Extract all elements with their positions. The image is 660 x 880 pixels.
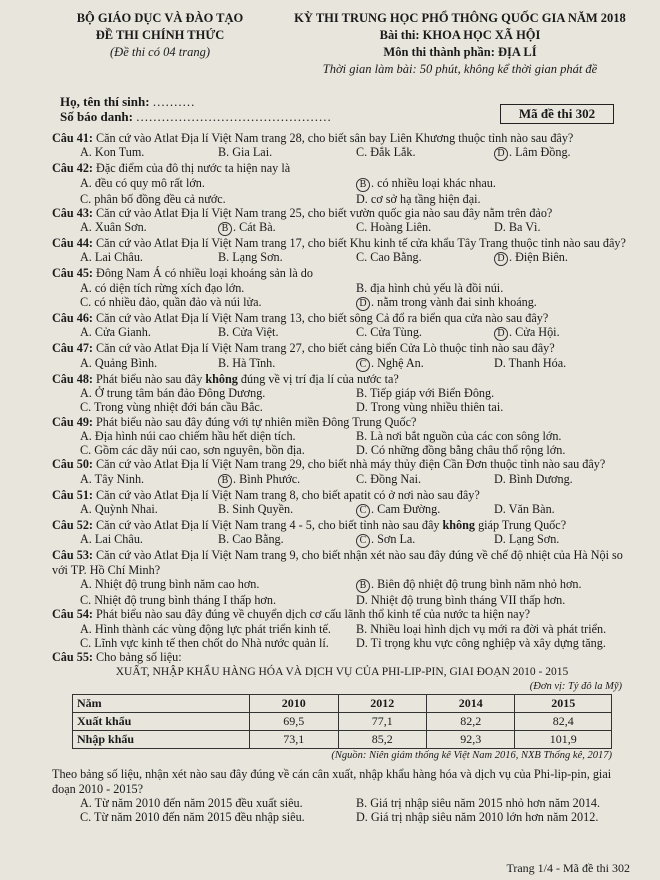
- answer-option-label: D. Văn Bàn.: [494, 502, 555, 517]
- answer-option[interactable]: [356, 443, 632, 457]
- question-block: [52, 607, 632, 650]
- selected-answer-circle: D: [494, 327, 508, 341]
- answer-option-label: B. Giá trị nhập siêu năm 2015 nhỏ hơn năm 2014.: [356, 795, 601, 810]
- answer-option-label: A. Xuân Sơn.: [80, 220, 147, 235]
- table-year-header: 2012: [338, 695, 426, 713]
- answer-option[interactable]: [356, 577, 632, 593]
- answer-option-label: D. Giá trị nhập siêu năm 2010 lớn hơn năm 2012.: [356, 810, 599, 825]
- answer-option[interactable]: [218, 250, 356, 266]
- question-stem: Căn cứ vào Atlat Địa lí Việt Nam trang 25, cho biết vườn quốc gia nào sau đây nằm trên đảo?: [96, 205, 553, 220]
- question-text: [52, 650, 632, 664]
- answer-option-label: C. Cửa Tùng.: [356, 325, 422, 340]
- question-text: [52, 457, 632, 471]
- answer-option[interactable]: [218, 220, 356, 236]
- answer-option[interactable]: [494, 250, 632, 266]
- answer-options: [52, 325, 632, 341]
- question-text: [52, 488, 632, 502]
- question-text: [52, 266, 632, 280]
- answer-option[interactable]: [356, 145, 494, 161]
- question-number: Câu 52:: [52, 518, 93, 533]
- question-block: [52, 341, 632, 371]
- answer-option-label: . Lâm Đồng.: [509, 145, 571, 160]
- answer-option-label: . nằm trong vành đai sinh khoáng.: [371, 295, 537, 310]
- answer-option[interactable]: [80, 281, 356, 295]
- answer-option[interactable]: [356, 325, 494, 341]
- answer-option-label: . Bình Phước.: [233, 471, 301, 486]
- question-text: [52, 341, 632, 355]
- answer-option-label: C. Từ năm 2010 đến năm 2015 đều nhập siêu.: [80, 810, 305, 825]
- table-row: [73, 731, 612, 749]
- answer-option[interactable]: [80, 192, 356, 206]
- question-stem-emphasis: không: [442, 518, 476, 533]
- question-stem: giáp Trung Quốc?: [475, 518, 567, 533]
- answer-options: [52, 577, 632, 607]
- table-cell: 69,5: [250, 713, 338, 731]
- answer-option[interactable]: [218, 325, 356, 341]
- table-title: XUẤT, NHẬP KHẨU HÀNG HÓA VÀ DỊCH VỤ CỦA PHI-LIP-PIN, GIAI ĐOẠN 2010 - 2015: [115, 666, 569, 679]
- page-footer: Trang 1/4 - Mã đề thi 302: [506, 861, 630, 875]
- answer-options: [52, 220, 632, 236]
- answer-option-label: D. Có những đồng bằng châu thổ rộng lớn.: [356, 443, 566, 458]
- answer-option[interactable]: [80, 810, 356, 824]
- question-stem: đúng về vị trí địa lí của nước ta?: [237, 371, 399, 386]
- answer-option[interactable]: [80, 636, 356, 650]
- question-number: Câu 53:: [52, 548, 93, 563]
- answer-option-label: D. Lạng Sơn.: [494, 532, 560, 547]
- answer-option[interactable]: [356, 593, 632, 607]
- answer-options: [52, 356, 632, 372]
- question-stem: Căn cứ vào Atlat Địa lí Việt Nam trang 8, cho biết apatit có ở nơi nào sau đây?: [96, 487, 480, 502]
- questions-area: [52, 131, 632, 825]
- question-block: [52, 548, 632, 607]
- exam-component: Môn thi thành phần: ĐỊA LÍ: [383, 45, 537, 59]
- answer-options: [52, 622, 632, 651]
- answer-option-label: B. Hà Tĩnh.: [218, 355, 276, 370]
- answer-option[interactable]: [356, 796, 632, 810]
- table-year-header: 2010: [250, 695, 338, 713]
- answer-option-label: B. Lạng Sơn.: [218, 250, 283, 265]
- question-number: Câu 51:: [52, 487, 93, 502]
- answer-option[interactable]: [80, 176, 356, 192]
- answer-option-label: A. Địa hình núi cao chiếm hầu hết diện tích.: [80, 428, 296, 443]
- answer-option[interactable]: [356, 429, 632, 443]
- answer-option-label: A. Hình thành các vùng động lực phát triển kinh tế.: [80, 621, 331, 636]
- answer-options: [52, 145, 632, 161]
- answer-option[interactable]: [356, 295, 632, 311]
- answer-options: [52, 532, 632, 548]
- question-number: Câu 43:: [52, 205, 93, 220]
- student-info: [60, 94, 332, 124]
- question-number: Câu 42:: [52, 161, 93, 176]
- answer-option-label: D. Ba Vì.: [494, 220, 541, 235]
- selected-answer-circle: C: [356, 504, 370, 518]
- question-stem: Căn cứ vào Atlat Địa lí Việt Nam trang 29, cho biết nhà máy thủy điện Cần Đơn thuộc tỉnh nào sau đây?: [96, 457, 606, 472]
- answer-option-label: . có nhiều loại khác nhau.: [371, 175, 496, 190]
- answer-option[interactable]: [80, 593, 356, 607]
- question-block: [52, 488, 632, 518]
- question-stem: Phát biểu nào sau đây đúng về chuyển dịch cơ cấu lãnh thổ kinh tế của nước ta hiện nay?: [96, 607, 531, 622]
- id-label: Số báo danh:: [60, 109, 133, 124]
- question-stem: Đặc điểm của đô thị nước ta hiện nay là: [96, 161, 291, 176]
- answer-option[interactable]: [80, 796, 356, 810]
- question-number: Câu 48:: [52, 371, 93, 386]
- answer-option[interactable]: [80, 145, 218, 161]
- answer-option-label: D. cơ sở hạ tầng hiện đại.: [356, 191, 481, 206]
- selected-answer-circle: D: [356, 297, 370, 311]
- question-stem: Căn cứ vào Atlat Địa lí Việt Nam trang 17, cho biết Khu kinh tế cửa khẩu Tây Trang thuộc tỉnh nào sau đây?: [96, 236, 626, 251]
- answer-option[interactable]: [356, 400, 632, 414]
- question-text: [52, 607, 632, 621]
- answer-option-label: A. có diện tích rừng xích đạo lớn.: [80, 280, 245, 295]
- question-block: [52, 372, 632, 415]
- page-count-note: (Đề thi có 04 trang): [110, 45, 210, 59]
- answer-option-label: . Sơn La.: [371, 532, 416, 547]
- question-stem: Phát biểu nào sau đây: [96, 371, 206, 386]
- answer-option-label: A. Tây Ninh.: [80, 471, 145, 486]
- selected-answer-circle: B: [356, 178, 370, 192]
- question-stem: Cho bảng số liệu:: [96, 650, 182, 665]
- answer-option[interactable]: [218, 532, 356, 548]
- answer-option[interactable]: [80, 577, 356, 593]
- answer-option[interactable]: [80, 502, 218, 518]
- answer-option-label: B. Nhiều loại hình dịch vụ mới ra đời và phát triển.: [356, 621, 607, 636]
- question-stem-emphasis: không: [205, 371, 238, 386]
- answer-option-label: . Cát Bà.: [233, 220, 276, 235]
- question-number: Câu 47:: [52, 341, 93, 356]
- answer-option[interactable]: [218, 502, 356, 518]
- question-stem: Đông Nam Á có nhiều loại khoáng sản là do: [96, 266, 313, 281]
- table-source: (Nguồn: Niên giám thống kê Việt Nam 2016, NXB Thống kê, 2017): [331, 750, 612, 762]
- table-row-label: Nhập khẩu: [73, 731, 250, 749]
- table-cell: 92,3: [427, 731, 515, 749]
- answer-option-label: A. Ở trung tâm bán đảo Đông Dương.: [80, 385, 266, 400]
- selected-answer-circle: D: [494, 147, 508, 161]
- answer-options: [52, 429, 632, 458]
- exam-duration: Thời gian làm bài: 50 phút, không kể thời gian phát đề: [322, 62, 598, 76]
- answer-option-label: C. Cao Bằng.: [356, 250, 422, 265]
- answer-option[interactable]: [494, 220, 632, 236]
- question-block: [52, 236, 632, 266]
- answer-option-label: D. Bình Dương.: [494, 471, 573, 486]
- exam-title: KỲ THI TRUNG HỌC PHỔ THÔNG QUỐC GIA NĂM 2018: [294, 11, 626, 25]
- table-year-header: 2015: [515, 695, 612, 713]
- question-stem: Căn cứ vào Atlat Địa lí Việt Nam trang 13, cho biết sông Cả đổ ra biển qua cửa nào sau đây?: [96, 311, 549, 326]
- exam-code-box: Mã đề thi 302: [500, 104, 614, 124]
- answer-option-label: B. Cửa Việt.: [218, 325, 279, 340]
- table-cell: 82,4: [515, 713, 612, 731]
- answer-option-label: B. Là nơi bắt nguồn của các con sông lớn.: [356, 428, 562, 443]
- answer-option[interactable]: [356, 636, 632, 650]
- answer-option[interactable]: [80, 250, 218, 266]
- answer-option[interactable]: [494, 532, 632, 548]
- question-text: [52, 236, 632, 250]
- question-text: [52, 131, 632, 145]
- question-stem: Phát biểu nào sau đây đúng với tự nhiên miền Đông Trung Quốc?: [96, 414, 417, 429]
- answer-option[interactable]: [218, 356, 356, 372]
- answer-option-label: C. Hoàng Liên.: [356, 220, 432, 235]
- answer-option-label: A. Từ năm 2010 đến năm 2015 đều xuất siêu.: [80, 795, 303, 810]
- answer-option[interactable]: [218, 472, 356, 488]
- answer-option-label: C. Lĩnh vực kinh tế then chốt do Nhà nước quản lí.: [80, 635, 329, 650]
- answer-option-label: . Điện Biên.: [509, 250, 568, 265]
- answer-option-label: A. Lai Châu.: [80, 250, 143, 265]
- exam-subject: Bài thi: KHOA HỌC XÃ HỘI: [379, 28, 541, 42]
- table-col-header: Năm: [73, 695, 250, 713]
- selected-answer-circle: B: [218, 474, 232, 488]
- table-row-label: Xuất khẩu: [73, 713, 250, 731]
- name-label: Họ, tên thí sinh:: [60, 94, 150, 109]
- question-stem: Theo bảng số liệu, nhận xét nào sau đây đúng về cán cân xuất, nhập khẩu hàng hóa và dịch vụ của Phi-lip-pin, giai đoạn 2010 - 2015?: [52, 767, 612, 796]
- answer-option-label: B. Sinh Quyền.: [218, 502, 294, 517]
- answer-option-label: D. Thanh Hóa.: [494, 355, 567, 370]
- answer-option[interactable]: [356, 502, 494, 518]
- answer-option[interactable]: [494, 356, 632, 372]
- answer-option-label: D. Tỉ trọng khu vực công nghiệp và xây dựng tăng.: [356, 635, 606, 650]
- answer-option[interactable]: [356, 281, 632, 295]
- question-block: [52, 161, 632, 206]
- question-block: [52, 131, 632, 161]
- table-unit: (Đơn vị: Tỷ đô la Mỹ): [529, 680, 622, 692]
- question-number: Câu 41:: [52, 131, 93, 145]
- answer-option[interactable]: [80, 325, 218, 341]
- answer-option-label: B. địa hình chủ yếu là đồi núi.: [356, 280, 504, 295]
- table-cell: 73,1: [250, 731, 338, 749]
- question-block: [52, 266, 632, 311]
- answer-option[interactable]: [356, 176, 632, 192]
- answer-option[interactable]: [356, 250, 494, 266]
- answer-option-label: B. Cao Bằng.: [218, 532, 284, 547]
- question-stem: Căn cứ vào Atlat Địa lí Việt Nam trang 9, cho biết nhận xét nào sau đây đúng về chế độ nhiệt của Hà Nội so với TP. Hồ Chí Minh?: [52, 548, 623, 577]
- question-text: [52, 311, 632, 325]
- table-header-row: [73, 695, 612, 713]
- table-cell: 77,1: [338, 713, 426, 731]
- answer-option-label: C. Nhiệt độ trung bình tháng I thấp hơn.: [80, 592, 277, 607]
- answer-option-label: C. có nhiều đảo, quần đảo và núi lửa.: [80, 295, 262, 310]
- answer-option-label: A. Kon Tum.: [80, 145, 145, 160]
- answer-option-label: . Cam Đường.: [371, 502, 441, 517]
- table-row: [73, 713, 612, 731]
- answer-option-label: A. Lai Châu.: [80, 532, 143, 547]
- data-table: [72, 694, 612, 749]
- answer-option-label: . Cửa Hội.: [509, 325, 560, 340]
- question-number: Câu 55:: [52, 650, 93, 665]
- ministry-name: BỘ GIÁO DỤC VÀ ĐÀO TẠO: [76, 11, 244, 25]
- question-text: [52, 415, 632, 429]
- question-stem: Căn cứ vào Atlat Địa lí Việt Nam trang 28, cho biết sân bay Liên Khương thuộc tỉnh nào sau đây?: [96, 131, 574, 145]
- answer-option-label: C. Trong vùng nhiệt đới bán cầu Bắc.: [80, 400, 263, 415]
- answer-option[interactable]: [80, 443, 356, 457]
- answer-option-label: . Nghệ An.: [371, 355, 424, 370]
- question-number: Câu 44:: [52, 236, 93, 251]
- question-block: [52, 206, 632, 236]
- answer-option[interactable]: [494, 145, 632, 161]
- answer-option[interactable]: [80, 400, 356, 414]
- name-field[interactable]: ..........: [152, 94, 196, 109]
- selected-answer-circle: C: [356, 358, 370, 372]
- answer-option-label: B. Tiếp giáp với Biển Đông.: [356, 385, 495, 400]
- answer-option[interactable]: [218, 145, 356, 161]
- question-text: [52, 767, 632, 796]
- answer-options: [52, 281, 632, 311]
- question-text: [52, 518, 632, 532]
- answer-option-label: . Biên độ nhiệt độ trung bình năm nhỏ hơn.: [371, 576, 582, 591]
- answer-options: [52, 386, 632, 415]
- question-block: [52, 650, 632, 824]
- question-block: [52, 415, 632, 458]
- answer-option[interactable]: [80, 356, 218, 372]
- answer-option-label: C. Gồm các dãy núi cao, sơn nguyên, bồn địa.: [80, 443, 305, 458]
- answer-option[interactable]: [356, 810, 632, 824]
- question-number: Câu 54:: [52, 607, 93, 622]
- header-left: [60, 10, 260, 61]
- question-stem: Căn cứ vào Atlat Địa lí Việt Nam trang 27, cho biết cảng biển Cửa Lò thuộc tỉnh nào sau đây?: [96, 341, 555, 356]
- question-text: [52, 161, 632, 175]
- question-number: Câu 49:: [52, 414, 93, 429]
- answer-option[interactable]: [494, 325, 632, 341]
- answer-option-label: A. Nhiệt độ trung bình năm cao hơn.: [80, 576, 260, 591]
- answer-option[interactable]: [356, 386, 632, 400]
- answer-option[interactable]: [80, 386, 356, 400]
- answer-options: [52, 796, 632, 825]
- answer-option-label: A. đều có quy mô rất lớn.: [80, 175, 205, 190]
- answer-option-label: A. Cửa Gianh.: [80, 325, 151, 340]
- answer-option-label: C. Đắk Lắk.: [356, 145, 416, 160]
- answer-option[interactable]: [80, 295, 356, 311]
- answer-option[interactable]: [80, 622, 356, 636]
- selected-answer-circle: B: [356, 579, 370, 593]
- answer-option-label: A. Quảng Bình.: [80, 355, 158, 370]
- answer-options: [52, 502, 632, 518]
- answer-option-label: C. Đồng Nai.: [356, 471, 421, 486]
- answer-option[interactable]: [356, 192, 632, 206]
- answer-option[interactable]: [80, 429, 356, 443]
- answer-option-label: D. Nhiệt độ trung bình tháng VII thấp hơn.: [356, 592, 566, 607]
- question-block: [52, 457, 632, 487]
- selected-answer-circle: D: [494, 252, 508, 266]
- selected-answer-circle: C: [356, 534, 370, 548]
- answer-option[interactable]: [356, 472, 494, 488]
- table-cell: 101,9: [515, 731, 612, 749]
- table-cell: 82,2: [427, 713, 515, 731]
- answer-option-label: B. Gia Lai.: [218, 145, 273, 160]
- question-text: [52, 206, 632, 220]
- selected-answer-circle: B: [218, 222, 232, 236]
- answer-options: [52, 176, 632, 206]
- answer-option[interactable]: [494, 472, 632, 488]
- answer-option[interactable]: [80, 532, 218, 548]
- answer-options: [52, 250, 632, 266]
- answer-option-label: C. phân bố đồng đều cả nước.: [80, 191, 226, 206]
- answer-option[interactable]: [356, 532, 494, 548]
- question-block: [52, 518, 632, 548]
- answer-option[interactable]: [80, 472, 218, 488]
- official-exam-label: ĐỀ THI CHÍNH THỨC: [95, 28, 225, 42]
- answer-option[interactable]: [356, 356, 494, 372]
- question-number: Câu 45:: [52, 266, 93, 281]
- question-number: Câu 50:: [52, 457, 93, 472]
- header-right: [270, 10, 650, 78]
- question-stem: Căn cứ vào Atlat Địa lí Việt Nam trang 4 - 5, cho biết tỉnh nào sau đây: [96, 518, 443, 533]
- question-text: [52, 372, 632, 386]
- id-field[interactable]: ..............................................: [136, 109, 332, 124]
- answer-option[interactable]: [80, 220, 218, 236]
- answer-option-label: D. Trong vùng nhiều thiên tai.: [356, 400, 504, 415]
- question-block: [52, 311, 632, 341]
- table-year-header: 2014: [427, 695, 515, 713]
- answer-options: [52, 472, 632, 488]
- answer-option[interactable]: [494, 502, 632, 518]
- answer-option[interactable]: [356, 220, 494, 236]
- table-cell: 85,2: [338, 731, 426, 749]
- answer-option[interactable]: [356, 622, 632, 636]
- question-text: [52, 548, 632, 577]
- question-number: Câu 46:: [52, 311, 93, 326]
- answer-option-label: A. Quỳnh Nhai.: [80, 502, 158, 517]
